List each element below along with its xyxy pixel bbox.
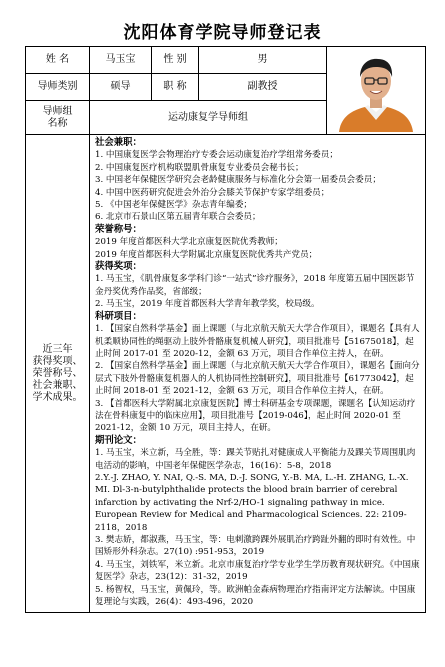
list-item: 3. 【首都医科大学附属北京康复医院】博士科研基金专项课题，课题名【认知运动疗法在骨科康复中的临床应用】，项目批准号【2019-046】，起止时间 2020-01 至 2021-12，金额 10 万元，项目主持人，在研。 [95,398,416,434]
list-item: 5. 《中国老年保健医学》杂志青年编委； [95,200,253,211]
list-item: 2. 马玉宝，2019 年度首都医科大学青年教学奖，校局级。 [95,299,320,310]
side-label-line: 荣誉称号、 [32,367,83,379]
side-label-line: 社会兼职、 [32,379,83,391]
list-item: 2. 【国家自然科学基金】面上课题（与北京航天航天大学合作项目），课题名【面向分层式下肢外骨骼康复机器人的人机协同性控制研究】，项目批准号【61773042】，起止时间 2018-01 至 2021-12，金额 63 万元，项目合作单位主持人，在研。 [95,361,420,397]
gender-label: 性 别 [152,47,199,74]
list-item: 2.Y.-J. ZHAO, Y. NAI, Q.-S. MA, D.-J. SONG, Y.-B. MA, L.-H. ZHANG, L.-X. MI. Dl-3-n-butylphthalide protects the blood brain barrier of cerebral infarction by activating the Nrf-2/HO-1 signaling pathway in mice. European Review for Medical and Pharmacological Sciences. 22: 2109-2118，2018 [95,472,409,533]
group-label-line1: 导师组 [42,105,73,117]
list-item: 2019 年度首都医科大学附属北京康复医院优秀共产党员； [95,249,318,260]
section-title-social-roles: 社会兼职： [95,137,142,148]
list-item: 2019 年度首都医科大学北京康复医院优秀教师； [95,237,283,248]
rank-label: 职 称 [152,74,199,101]
list-item: 1. 【国家自然科学基金】面上课题（与北京航天航天大学合作项目），课题名【具有人机柔顺协同性的绳驱动上肢外骨骼康复机械人研究】，项目批准号【51675018】，起止时间 2017-01 至 2020-12，金额 63 万元，项目合作单位主持人，在研。 [95,324,420,359]
group-name-label [26,101,90,135]
group-name-value: 运动康复学导师组 [90,101,327,135]
form-title: 沈阳体育学院导师登记表 [123,23,322,43]
list-item: 6. 北京市石景山区第五届青年联合会委员； [95,212,261,223]
section-title-papers: 期刊论文： [95,434,142,446]
list-item: 4. 中国中医药研究促进会外治分会膝关节保护专家学组委员； [95,187,330,198]
achievements-content [90,135,426,613]
list-item: 5. 杨智权，马玉宝，黄佩玲，等。欧洲帕金森病物理治疗指南评定方法解读。中国康复理论与实践，26(4)：493-496，2020 [95,584,416,608]
rank-value: 副教授 [199,74,327,101]
list-item: 1. 中国康复医学会物理治疗专委会运动康复治疗学组常务委员； [95,150,338,161]
mentor-type-label: 导师类别 [26,74,90,101]
name-label: 姓 名 [26,47,90,74]
list-item: 1. 马玉宝，《肌骨康复多学科门诊“一站式”诊疗服务》，2018 年度第五届中国医影节金丹奖优秀作品奖，省部级； [95,274,415,297]
list-item: 3. 中国老年保健医学研究会老龄健康服务与标准化分会第一届委员会委员； [95,175,381,186]
gender-value: 男 [199,47,327,74]
avatar [335,50,417,132]
list-item: 3. 樊志娇，都淑燕，马玉宝，等：电刺激跨踝外展肌治疗跨趾外翻的即时有效性。中国矫形外科杂志。27(10) :951-953，2019 [95,535,416,558]
side-label-line: 学术成果。 [32,391,83,403]
list-item: 1. 马玉宝，米立新，马全胜，等：踝关节贴扎对健康成人平衡能力及踝关节周围肌肉电活动的影响，中国老年保健医学杂志，16(16)：5-8，2018 [95,448,416,471]
section-title-research: 科研项目： [95,310,142,322]
achievements-label [26,135,90,613]
list-item: 2. 中国康复医疗机构联盟肌骨康复专业委员会秘书长； [95,162,304,173]
side-label-line: 获得奖项、 [32,355,83,367]
photo-cell [327,47,426,135]
side-label-line: 近三年 [42,343,73,355]
portrait-photo [335,50,417,132]
section-title-honors: 荣誉称号： [95,223,142,235]
group-label-line2: 名称 [47,117,68,129]
section-title-awards: 获得奖项： [95,261,142,273]
registration-table [25,46,426,613]
name-value: 马玉宝 [90,47,152,74]
list-item: 4. 马玉宝，刘铁军，米立新。北京市康复治疗学专业学生学历教育现状研究。《中国康复医学》杂志，23(12)：31-32，2019 [95,559,420,583]
mentor-type-value: 硕导 [90,74,152,101]
